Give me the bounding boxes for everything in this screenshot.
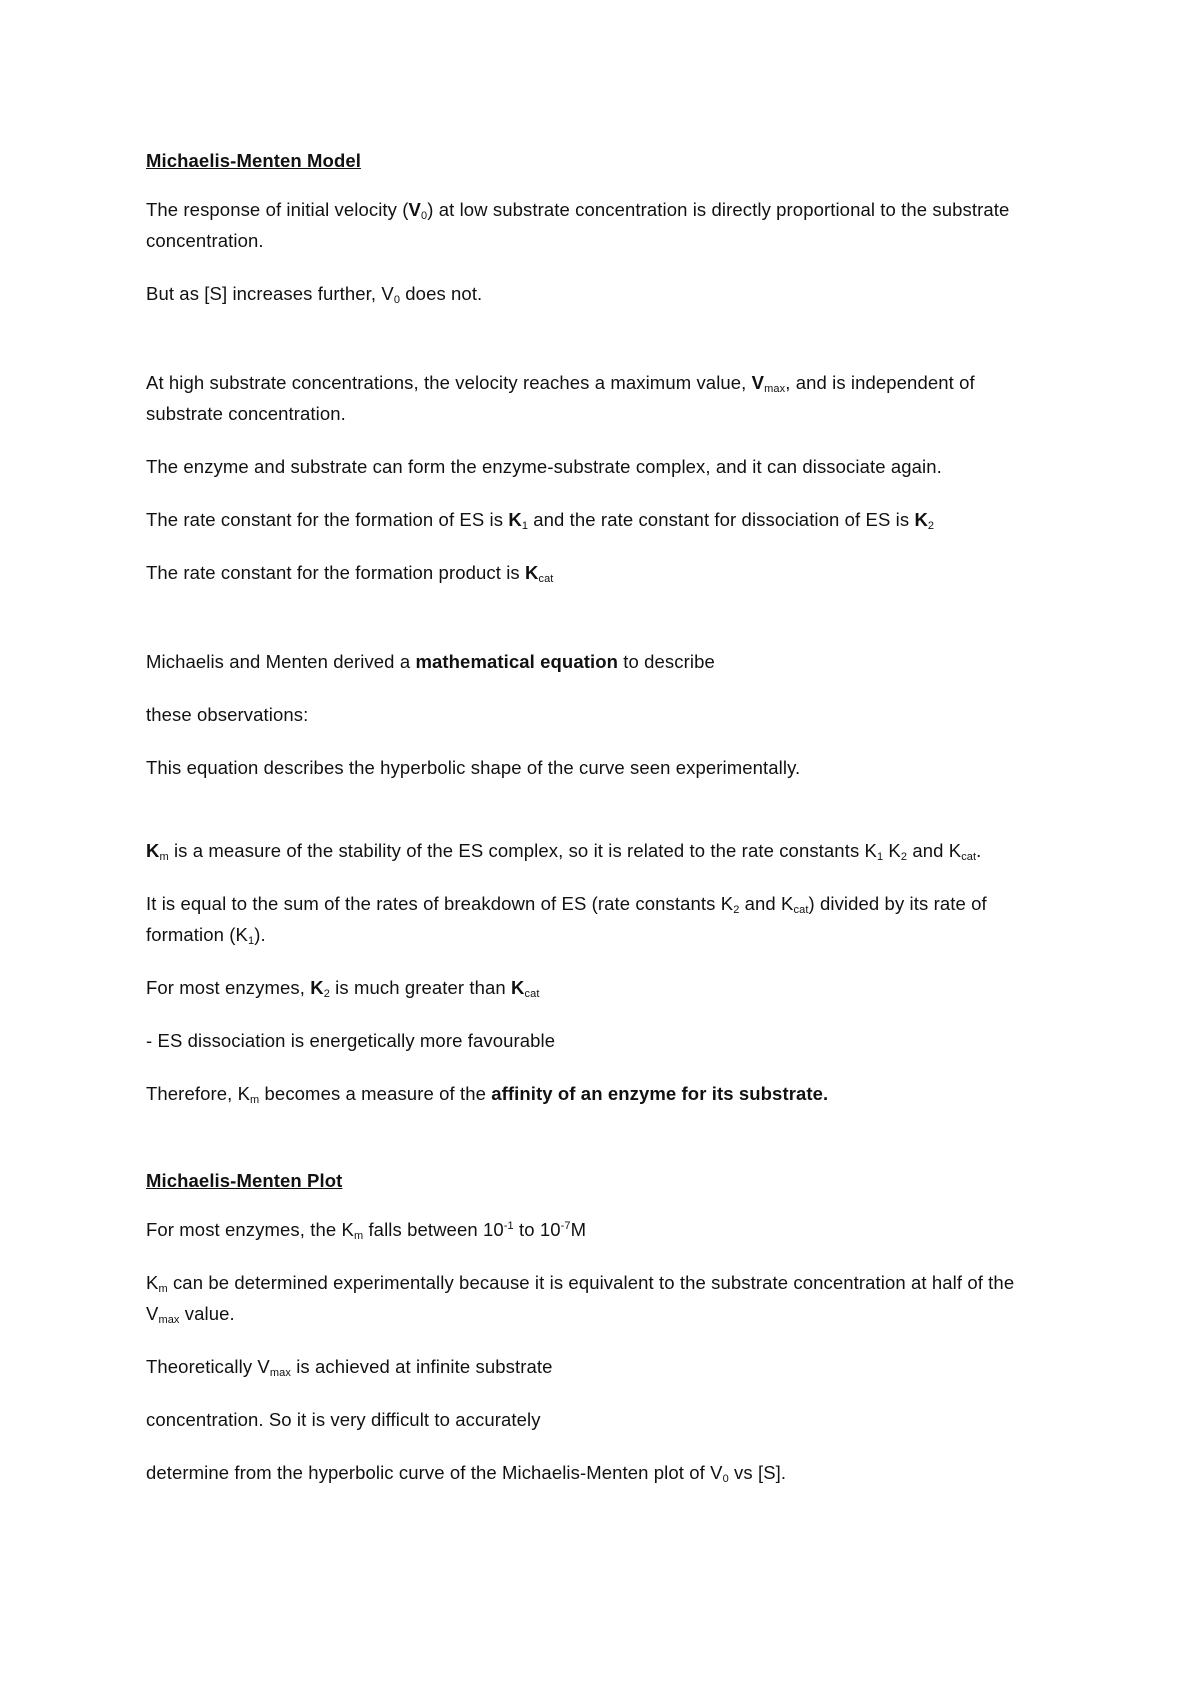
paragraph-km-determined: $K_m$ can be determined experimentally because it is equivalent to the substrate concentration at half of the $V_{max}$ value. (146, 1272, 1015, 1326)
paragraph-determine: determine from the hyperbolic curve of the Michaelis-Menten plot of $V_0$ vs [S]. (146, 1462, 787, 1485)
paragraph-dissociation: - ES dissociation is energetically more favourable (146, 1030, 556, 1051)
paragraph-kcat: The rate constant for the formation product is $K_{cat}$ (146, 562, 554, 585)
paragraph-observations: these observations: (146, 704, 309, 725)
paragraph-equation: Michaelis and Menten derived a mathematical equation to describe (146, 651, 715, 672)
paragraph-difficult: concentration. So it is very difficult to accurately (146, 1409, 541, 1430)
paragraph-affinity: Therefore, $K_m$ becomes a measure of the affinity of an enzyme for its substrate. (146, 1083, 829, 1106)
paragraph-km-range: For most enzymes, the $K_m$ falls between $10^{-1}$ to $10^{-7}M$ (146, 1219, 587, 1242)
paragraph-km-sum: It is equal to the sum of the rates of breakdown of ES (rate constants $K_2$ and $K_{cat}$) divided by its rate of formation $(K_1)$. (146, 893, 987, 947)
paragraph-k2-greater: For most enzymes, $K_2$ is much greater than $K_{cat}$ (146, 977, 540, 1000)
paragraph-es-complex: The enzyme and substrate can form the enzyme-substrate complex, and it can dissociate again. (146, 456, 942, 477)
paragraph-initial-velocity: The response of initial velocity $(V_0)$ at low substrate concentration is directly proportional to the substrate concentration. (146, 199, 1010, 251)
paragraph-vmax: At high substrate concentrations, the velocity reaches a maximum value, $V_{max}$, and is independent of substrate concentration. (146, 372, 975, 424)
paragraph-hyperbolic: This equation describes the hyperbolic shape of the curve seen experimentally. (146, 757, 801, 778)
paragraph-km-stability: $K_m$ is a measure of the stability of the ES complex, so it is related to the rate constants $K_1$ $K_2$ and $K_{cat}$. (146, 840, 982, 863)
section-heading-model: Michaelis-Menten Model (146, 150, 361, 171)
paragraph-s-increases: But as [S] increases further, $V_0$ does not. (146, 283, 483, 306)
paragraph-vmax-infinite: Theoretically $V_{max}$ is achieved at infinite substrate (146, 1356, 553, 1379)
paragraph-rate-constants: The rate constant for the formation of ES is $K_1$ and the rate constant for dissociation of ES is $K_2$ (146, 509, 935, 532)
section-heading-plot: Michaelis-Menten Plot (146, 1170, 343, 1191)
